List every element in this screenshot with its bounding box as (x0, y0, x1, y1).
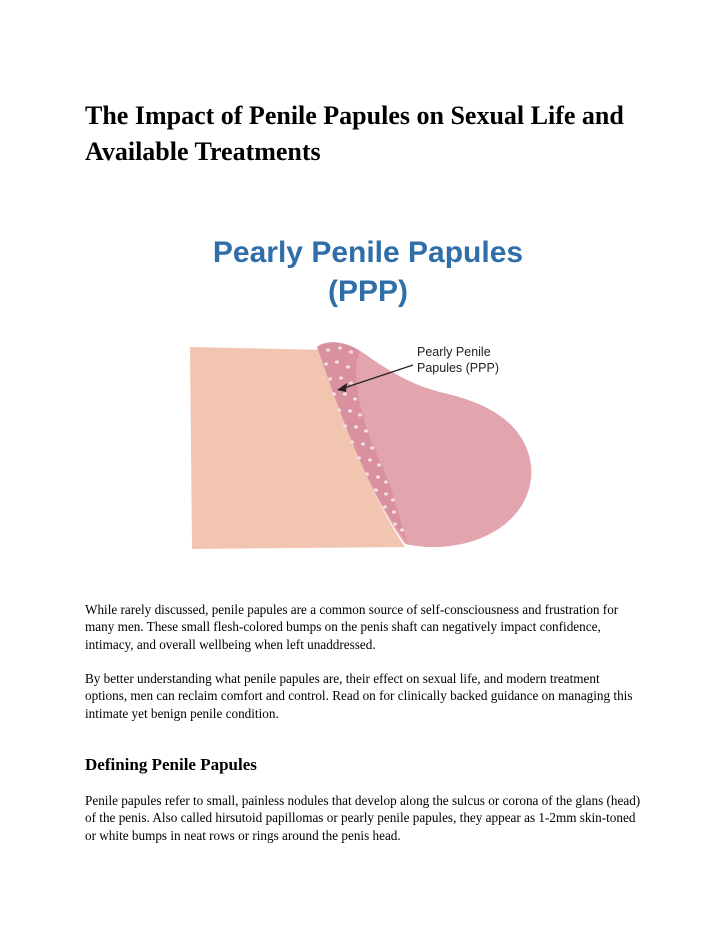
intro-paragraph-1: While rarely discussed, penile papules are a common source of self-consciousness and frustration for many men. These small flesh-colored bumps on the penis shaft can negatively impact confidence, intimacy, and overall wellbeing when left unaddressed. (85, 602, 619, 652)
callout-label-line2: Papules (PPP) (417, 361, 499, 375)
figure-heading-line1: Pearly Penile Papules (212, 236, 524, 269)
section-paragraph: Penile papules refer to small, painless nodules that develop along the sulcus or corona of the glans (head) of the penis. Also called hirsutoid papillomas or pearly penile papules, they appear as 1-2mm skin-toned or white bumps in neat rows or rings around the penis head. (85, 793, 641, 843)
section-heading: Defining Penile Papules (85, 755, 257, 774)
intro-paragraph-2: By better understanding what penile papules are, their effect on sexual life, and modern treatment options, men can reclaim comfort and control. Read on for clinically backed guidance on managing this intimate yet benign penile condition. (85, 671, 633, 721)
ppp-diagram (150, 222, 580, 562)
document-title: The Impact of Penile Papules on Sexual Life and Available Treatments (85, 101, 624, 166)
figure-heading-line2: (PPP) (327, 275, 409, 308)
callout-label-line1: Pearly Penile (417, 345, 491, 359)
ppp-illustration (150, 222, 580, 562)
